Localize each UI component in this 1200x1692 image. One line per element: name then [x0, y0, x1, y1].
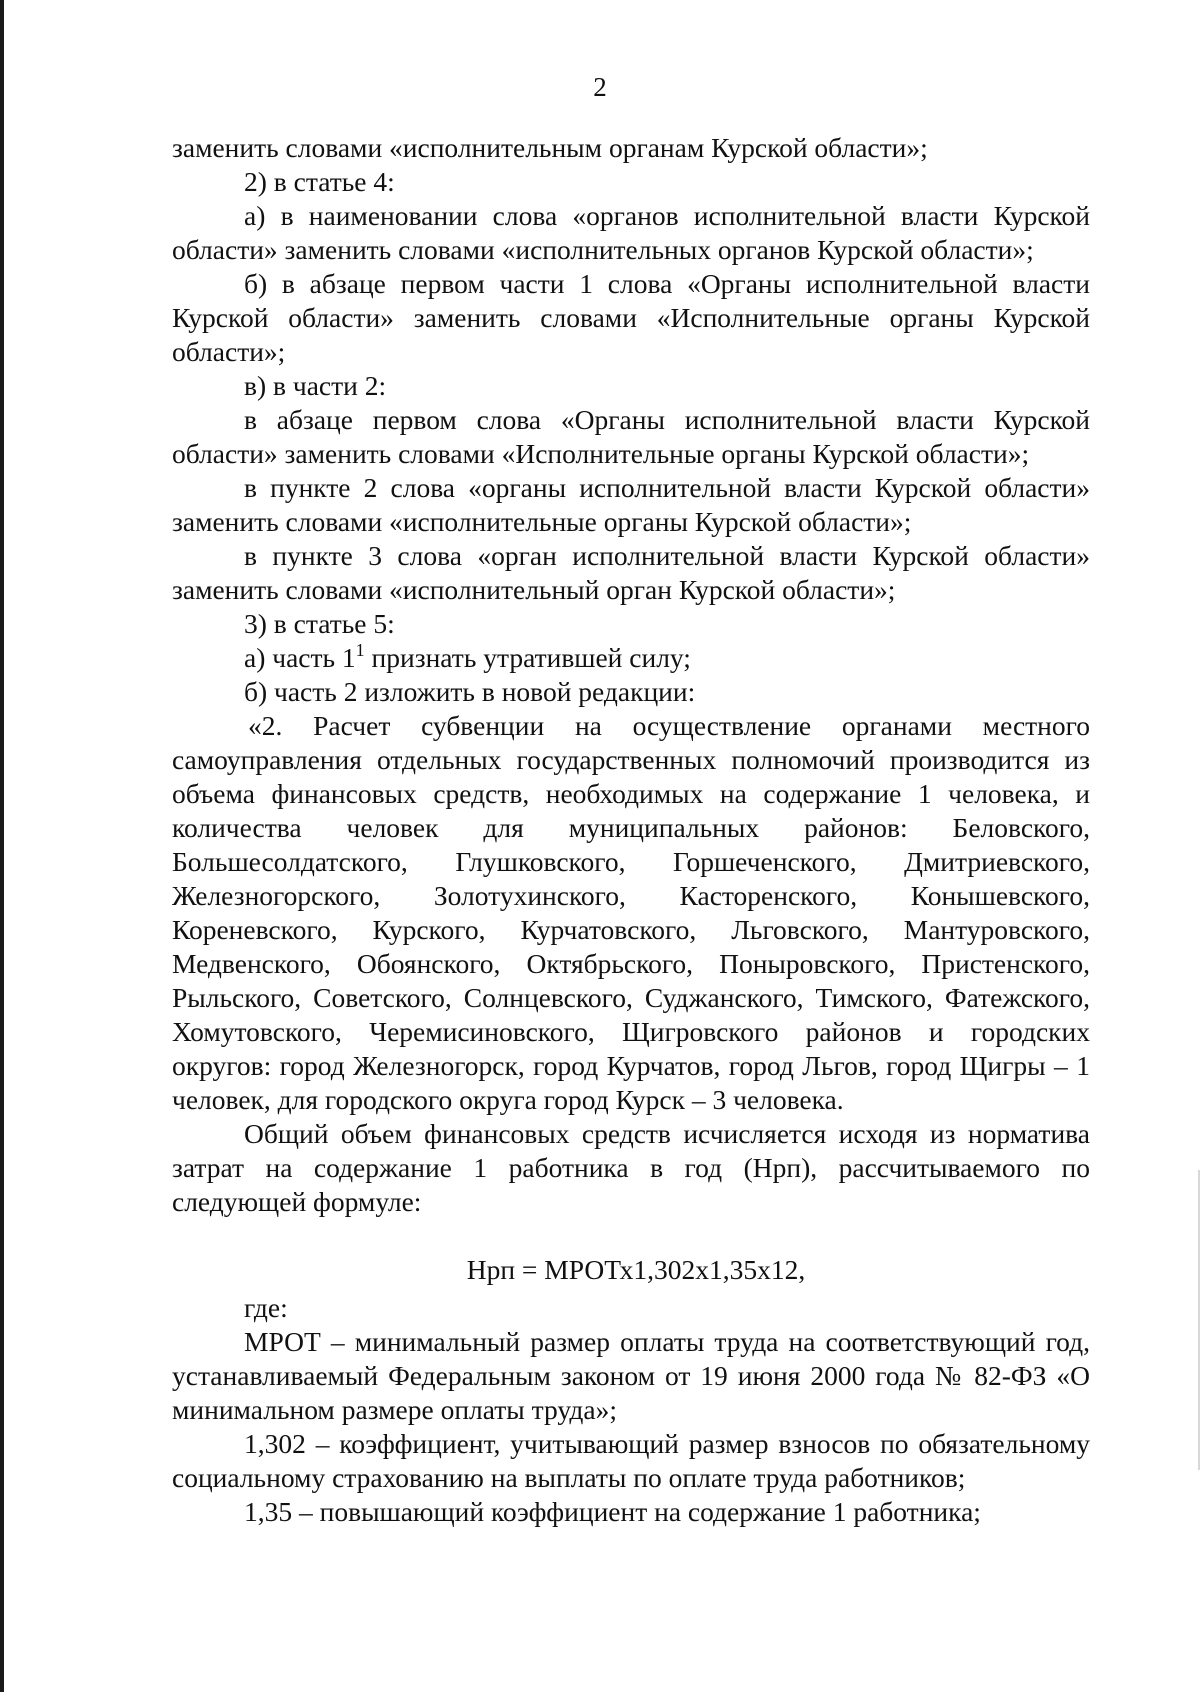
paragraph-11: б) часть 2 изложить в новой редакции:: [244, 676, 696, 707]
paragraph-13: Общий объем финансовых средств исчисляется исходя из норматива затрат на содержание 1 работника в год (Нрп), рассчитываемого по следующей формуле:: [172, 1118, 1090, 1217]
scan-border-left: [0, 0, 4, 1692]
paragraph-1: заменить словами «исполнительным органам Курской области»;: [172, 132, 928, 163]
paragraph-10-start: а) часть 1: [244, 642, 356, 673]
paragraph-3: а) в наименовании слова «органов исполнительной власти Курской области» заменить словами «исполнительных органов Курской области»;: [172, 200, 1090, 265]
formula: Нрп = МРОТх1,302х1,35х12,: [466, 1254, 806, 1285]
paragraph-4: б) в абзаце первом части 1 слова «Органы исполнительной власти Курской области» заменить словами «Исполнительные органы Курской области»;: [172, 268, 1090, 367]
paragraph-15: МРОТ – минимальный размер оплаты труда на соответствующий год, устанавливаемый Федеральным законом от 19 июня 2000 года № 82-ФЗ «О минимальном размере оплаты труда»;: [172, 1326, 1090, 1425]
paragraph-10-end: признать утратившей силу;: [364, 642, 691, 673]
paragraph-10: [172, 641, 1090, 675]
document-body: [172, 131, 1090, 1529]
page-number: 2: [593, 72, 607, 102]
paragraph-6: в абзаце первом слова «Органы исполнительной власти Курской области» заменить словами «Исполнительные органы Курской области»;: [172, 404, 1090, 469]
paragraph-16: 1,302 – коэффициент, учитывающий размер взносов по обязательному социальному страхованию на выплаты по оплате труда работников;: [172, 1428, 1090, 1493]
paragraph-14: где:: [244, 1292, 288, 1323]
paragraph-17: 1,35 – повышающий коэффициент на содержание 1 работника;: [244, 1496, 981, 1527]
paragraph-7: в пункте 2 слова «органы исполнительной власти Курской области» заменить словами «исполнительные органы Курской области»;: [172, 472, 1090, 537]
paragraph-8: в пункте 3 слова «орган исполнительной власти Курской области» заменить словами «исполнительный орган Курской области»;: [172, 540, 1090, 605]
superscript-index: 1: [355, 640, 365, 660]
paragraph-2: 2) в статье 4:: [244, 166, 395, 197]
paragraph-5: в) в части 2:: [244, 370, 387, 401]
paragraph-12: «2. Расчет субвенции на осуществление органами местного самоуправления отдельных государственных полномочий производится из объема финансовых средств, необходимых на содержание 1 человека, и количества человек для муниципальных районов: Беловского, Большесолдатского, Глушковского, Горшеченского, Дмитриевского, Железногорского, Золотухинского, Касторенского, Конышевского, Кореневского, Курского, Курчатовского, Льговского, Мантуровского, Медвенского, Обоянского, Октябрьского, Поныровского, Пристенского, Рыльского, Советского, Солнцевского, Суджанского, Тимского, Фатежского, Хомутовского, Черемисиновского, Щигровского районов и городских округов: город Железногорск, город Курчатов, город Льгов, город Щигры – 1 человек, для городского округа город Курск – 3 человека.: [172, 710, 1090, 1115]
paragraph-9: 3) в статье 5:: [244, 608, 395, 639]
